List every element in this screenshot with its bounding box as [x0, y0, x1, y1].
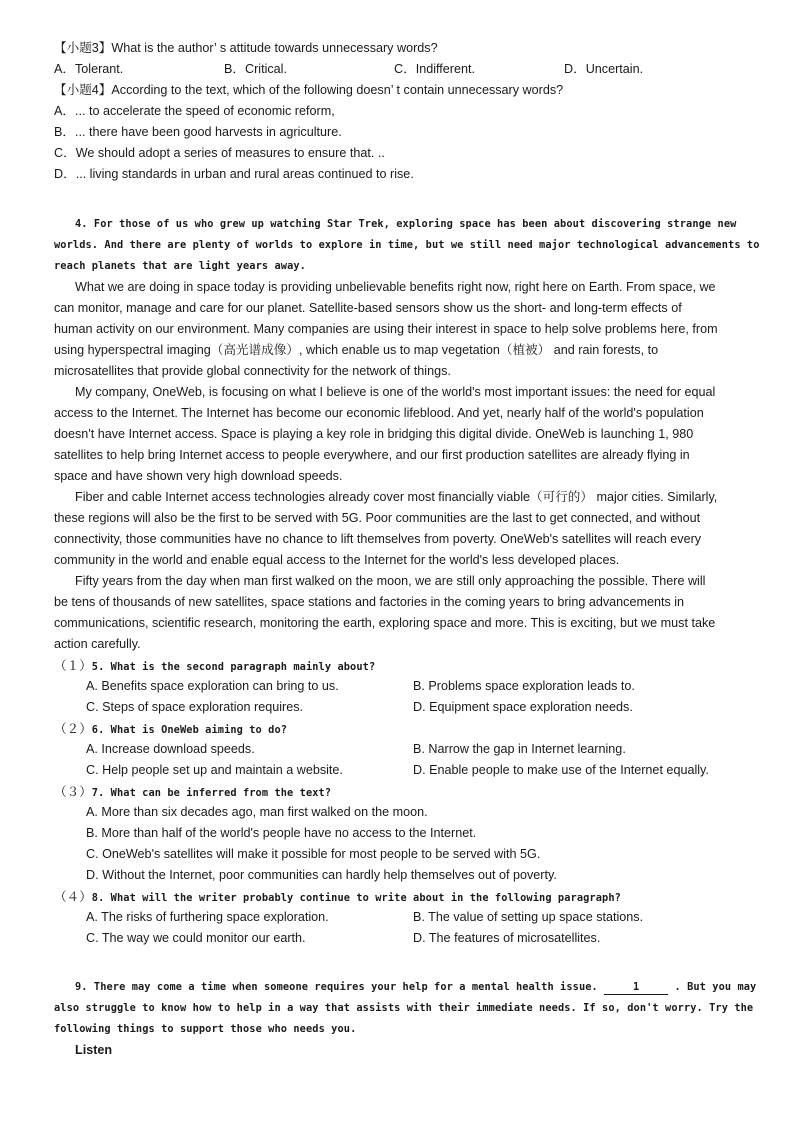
q4-option-a: A．... to accelerate the speed of economic reform, [54, 104, 335, 118]
question-7-stem [54, 781, 331, 802]
option-b: B. Narrow the gap in Internet learning. [413, 742, 626, 756]
option-d: D. The features of microsatellites. [413, 931, 601, 945]
passage9-line [75, 977, 756, 998]
option-a: A. Increase download speeds. [86, 742, 255, 756]
question-number: （１） [54, 659, 92, 673]
option-c: C. The way we could monitor our earth. [86, 931, 306, 945]
paragraph-line: these regions will also be the first to be served with 5G. Poor communities are the last to get connected, and without [54, 511, 701, 525]
option-a: A. More than six decades ago, man first walked on the moon. [86, 805, 428, 819]
passage9-line: also struggle to know how to help in a way that assists with their immediate needs. If so, don't worry. Try the [54, 1002, 754, 1014]
paragraph-line: can monitor, manage and care for our planet. Satellite-based sensors show us the short- and long-term effects of [54, 301, 682, 315]
option-d: D. Enable people to make use of the Internet equally. [413, 763, 709, 777]
paragraph-line: human activity on our environment. Many companies are using their interest in space to help solve problems here, from [54, 322, 718, 336]
paragraph-line: My company, OneWeb, is focusing on what I believe is one of the world's most important issues: the need for equal [75, 385, 716, 399]
question-6-stem [54, 718, 287, 739]
option-d: D. Equipment space exploration needs. [413, 700, 633, 714]
paragraph-line: What we are doing in space today is providing unbelievable benefits right now, right here on Earth. From space, we [75, 280, 716, 294]
answer-blank[interactable]: 1 [604, 980, 668, 995]
q4-option-d: D．... living standards in urban and rural areas continued to rise. [54, 167, 414, 181]
question-number: （４） [54, 890, 92, 904]
passage4-intro-line: 4. For those of us who grew up watching Star Trek, exploring space has been about discovering strange new [75, 218, 737, 230]
q4-option-c: C．We should adopt a series of measures to ensure that. .. [54, 146, 385, 160]
q3-option-d: D．Uncertain. [564, 62, 644, 76]
paragraph-line: satellites to help bring Internet access to people everywhere, and our first production satellites are already flying in [54, 448, 690, 462]
q4-stem: 【小题4】According to the text, which of the following doesn’ t contain unnecessary words? [54, 83, 564, 97]
paragraph-line: action carefully. [54, 637, 141, 651]
paragraph-line: space and have shown very high download speeds. [54, 469, 343, 483]
passage9-text: 9. There may come a time when someone requires your help for a mental health issue. [75, 981, 598, 993]
passage9-line: following things to support those who needs you. [54, 1023, 357, 1035]
q3-option-b: B．Critical. [224, 62, 287, 76]
option-c: C. Help people set up and maintain a website. [86, 763, 343, 777]
option-a: A. Benefits space exploration can bring to us. [86, 679, 339, 693]
question-stem: 5. What is the second paragraph mainly about? [91, 661, 376, 673]
option-c: C. OneWeb's satellites will make it possible for most people to be served with 5G. [86, 847, 541, 861]
option-b: B. The value of setting up space stations. [413, 910, 644, 924]
question-8-stem [54, 886, 621, 907]
paragraph-line: be tens of thousands of new satellites, space stations and factories in the coming years to bring advancements in [54, 595, 685, 609]
paragraph-line: Fiber and cable Internet access technologies already cover most financially viable（可行的） major cities. Similarly, [75, 490, 718, 504]
q3-option-a: A．Tolerant. [54, 62, 124, 76]
paragraph-line: microsatellites that provide global connectivity for the network of things. [54, 364, 451, 378]
option-d: D. Without the Internet, poor communities can hardly help themselves out of poverty. [86, 868, 557, 882]
option-b: B. Problems space exploration leads to. [413, 679, 635, 693]
option-c: C. Steps of space exploration requires. [86, 700, 304, 714]
paragraph-line: connectivity, those communities have no chance to lift themselves from poverty. OneWeb's satellites will reach every [54, 532, 702, 546]
question-stem: 7. What can be inferred from the text? [91, 787, 332, 799]
question-5-stem [54, 655, 375, 676]
q4-option-b: B．... there have been good harvests in agriculture. [54, 125, 342, 139]
paragraph-line: Fifty years from the day when man first walked on the moon, we are still only approaching the possible. There will [75, 574, 706, 588]
paragraph-line: access to the Internet. The Internet has become our economic lifeblood. And yet, nearly half of the world's population [54, 406, 704, 420]
passage9-text: . But you may [674, 981, 757, 993]
passage4-intro-line: worlds. And there are plenty of worlds to explore in time, but we still need major technological advancements to [54, 239, 760, 251]
option-b: B. More than half of the world's people have no access to the Internet. [86, 826, 477, 840]
question-stem: 6. What is OneWeb aiming to do? [91, 724, 288, 736]
passage4-intro-line: reach planets that are light years away. [54, 260, 306, 272]
question-number: （３） [54, 785, 92, 799]
paragraph-line: using hyperspectral imaging（高光谱成像）, which enable us to map vegetation（植被） and rain forests, to [54, 343, 659, 357]
paragraph-line: doesn't have Internet access. Space is playing a key role in bridging this digital divide. OneWeb is launching 1, 980 [54, 427, 694, 441]
paragraph-line: communications, scientific research, monitoring the earth, exploring space and more. This is exciting, but we must take [54, 616, 716, 630]
paragraph-line: community in the world and enable equal access to the Internet for the world's less developed places. [54, 553, 620, 567]
section-heading-listen: Listen [75, 1043, 113, 1057]
question-stem: 8. What will the writer probably continue to write about in the following paragraph? [91, 892, 621, 904]
q3-option-c: C．Indifferent. [394, 62, 475, 76]
question-number: （２） [54, 722, 92, 736]
q3-stem: 【小题3】What is the author’ s attitude towards unnecessary words? [54, 41, 438, 55]
option-a: A. The risks of furthering space exploration. [86, 910, 329, 924]
